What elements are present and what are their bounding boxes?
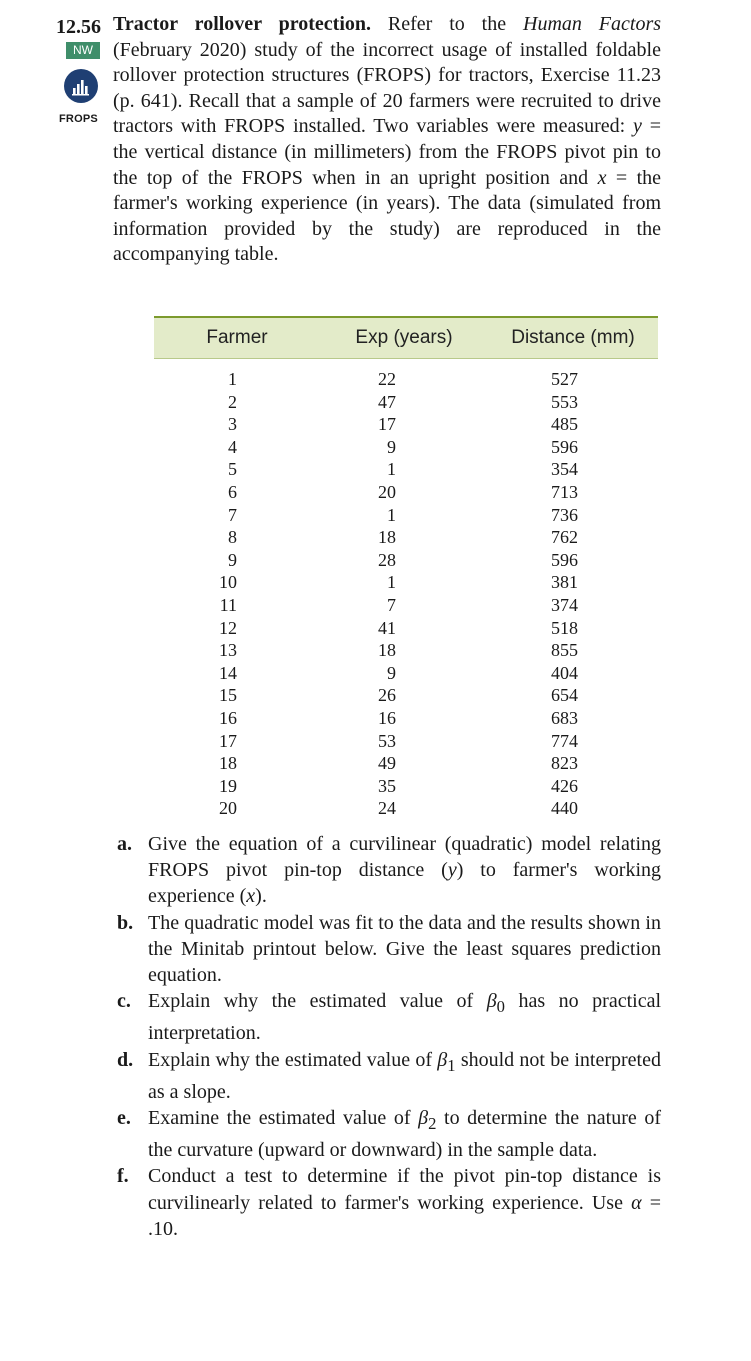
cell-experience: 1 xyxy=(387,572,396,593)
variable-y: y xyxy=(633,115,642,138)
intro-text: Refer to the xyxy=(387,13,524,35)
cell-distance: 527 xyxy=(551,369,578,389)
question-item xyxy=(113,1047,661,1105)
cell-experience: 47 xyxy=(378,391,396,412)
cell-farmer: 9 xyxy=(228,549,237,570)
table-row xyxy=(154,413,658,436)
cell-farmer: 16 xyxy=(219,707,237,728)
cell-experience: 24 xyxy=(378,798,396,819)
cell-distance: 354 xyxy=(551,459,578,480)
table-row xyxy=(154,481,658,504)
cell-farmer: 20 xyxy=(219,798,237,819)
table-row xyxy=(154,775,658,798)
question-text: 0 xyxy=(496,997,505,1017)
intro-text: = the vertical distance (in millimeters) from the FROPS pivot pin to the top of the FROPS when in an upright position and xyxy=(113,115,662,189)
question-item xyxy=(113,831,661,910)
variable-x: x xyxy=(597,166,607,189)
cell-experience: 28 xyxy=(378,549,396,570)
cell-farmer: 13 xyxy=(219,640,237,661)
cell-experience: 9 xyxy=(387,436,396,457)
table-row xyxy=(154,594,658,617)
table-row xyxy=(154,526,658,549)
cell-farmer: 15 xyxy=(219,685,237,706)
table-row xyxy=(154,571,658,594)
question-text: has no practical interpretation. xyxy=(148,990,661,1045)
cell-experience: 17 xyxy=(378,414,396,435)
cell-experience: 49 xyxy=(378,753,396,774)
cell-farmer: 12 xyxy=(219,617,237,638)
table-row xyxy=(154,752,658,775)
question-text: α xyxy=(631,1191,642,1214)
cell-experience: 18 xyxy=(378,640,396,661)
column-header-distance: Distance (mm) xyxy=(488,317,658,359)
cell-distance: 762 xyxy=(551,527,578,548)
table-row xyxy=(154,684,658,707)
cell-distance: 683 xyxy=(551,707,578,728)
cell-farmer: 11 xyxy=(219,594,237,615)
cell-distance: 553 xyxy=(551,391,578,412)
question-text: y xyxy=(447,859,457,882)
question-item xyxy=(113,1163,661,1242)
nw-badge: NW xyxy=(66,42,100,59)
table-row xyxy=(154,707,658,730)
cell-farmer: 5 xyxy=(228,459,237,480)
question-text: ). xyxy=(255,885,267,908)
journal-name: Human Factors xyxy=(523,13,662,35)
cell-distance: 485 xyxy=(551,414,578,435)
table-row xyxy=(154,617,658,640)
cell-distance: 440 xyxy=(551,798,578,819)
cell-experience: 26 xyxy=(378,685,396,706)
cell-distance: 654 xyxy=(551,685,578,706)
cell-distance: 426 xyxy=(551,775,578,796)
table-row xyxy=(154,391,658,414)
cell-farmer: 8 xyxy=(228,527,237,548)
cell-experience: 41 xyxy=(378,617,396,638)
cell-farmer: 1 xyxy=(228,369,237,389)
cell-farmer: 19 xyxy=(219,775,237,796)
intro-text: (February 2020) study of the incorrect usage of installed foldable rollover protection structures (FROPS) for tractors, Exercise 11.23 (p. 641). Recall that a sample of 20 farmers were recruited to drive tractors with FROPS installed. Two variables were measured: xyxy=(113,38,661,138)
question-text: ) to farmer's working experience ( xyxy=(148,859,661,908)
cell-farmer: 4 xyxy=(228,436,237,457)
question-text: β xyxy=(418,1107,429,1130)
cell-experience: 22 xyxy=(378,369,396,389)
question-text: 1 xyxy=(447,1055,456,1075)
bar-chart-data-icon xyxy=(64,69,98,103)
cell-experience: 35 xyxy=(378,775,396,796)
question-item xyxy=(113,988,661,1046)
table-row xyxy=(154,549,658,572)
exercise-number: 12.56 xyxy=(56,16,101,38)
table-row xyxy=(154,730,658,753)
question-text: β xyxy=(486,990,497,1013)
question-text: Give the equation of a curvilinear (quadratic) model relating FROPS pivot pin-top distance ( xyxy=(148,833,661,882)
question-text: = .10. xyxy=(148,1191,662,1240)
cell-experience: 1 xyxy=(387,459,396,480)
cell-farmer: 3 xyxy=(228,414,237,435)
cell-experience: 53 xyxy=(378,730,396,751)
cell-farmer: 2 xyxy=(228,391,237,412)
table-row xyxy=(154,504,658,527)
question-text: 2 xyxy=(428,1114,437,1134)
question-letter: d. xyxy=(117,1048,134,1071)
table-row xyxy=(154,458,658,481)
cell-experience: 16 xyxy=(378,707,396,728)
cell-distance: 855 xyxy=(551,640,578,661)
cell-experience: 18 xyxy=(378,527,396,548)
question-text: Examine the estimated value of xyxy=(148,1107,419,1130)
dataset-tag: FROPS xyxy=(59,113,98,125)
question-letter: b. xyxy=(117,911,134,934)
cell-distance: 596 xyxy=(551,549,578,570)
cell-experience: 9 xyxy=(387,662,396,683)
table-row xyxy=(154,359,658,391)
question-letter: f. xyxy=(117,1165,129,1188)
question-text: x xyxy=(246,885,256,908)
cell-distance: 713 xyxy=(551,481,578,502)
data-table xyxy=(154,316,658,820)
table-header-row xyxy=(154,317,658,359)
question-text: Explain why the estimated value of xyxy=(148,1048,438,1071)
question-letter: e. xyxy=(117,1107,131,1130)
question-item xyxy=(113,910,661,989)
cell-distance: 736 xyxy=(551,504,578,525)
exercise-title: Tractor rollover protection. xyxy=(113,13,371,35)
question-text: to determine the nature of the curvature (upward or downward) in the sample data. xyxy=(148,1107,661,1162)
cell-distance: 381 xyxy=(551,572,578,593)
table-row xyxy=(154,436,658,459)
intro-text: = the farmer's working experience (in years). The data (simulated from information provided by the study) are reproduced in the accompanying table. xyxy=(113,166,661,266)
table-row xyxy=(154,797,658,820)
question-text: The quadratic model was fit to the data and the results shown in the Minitab printout below. Give the least squares prediction equation. xyxy=(148,911,661,987)
column-header-experience: Exp (years) xyxy=(320,317,488,359)
question-item xyxy=(113,1105,661,1163)
cell-farmer: 18 xyxy=(219,753,237,774)
cell-distance: 374 xyxy=(551,594,578,615)
cell-farmer: 7 xyxy=(228,504,237,525)
cell-distance: 518 xyxy=(551,617,578,638)
question-letter: c. xyxy=(117,990,131,1013)
cell-farmer: 17 xyxy=(219,730,237,751)
column-header-farmer: Farmer xyxy=(154,317,320,359)
table-row xyxy=(154,662,658,685)
question-text: Conduct a test to determine if the pivot pin-top distance is curvilinearly related to farmer's working experience. Use xyxy=(148,1165,661,1214)
question-letter: a. xyxy=(117,833,132,855)
cell-experience: 20 xyxy=(378,481,396,502)
cell-distance: 774 xyxy=(551,730,578,751)
cell-experience: 1 xyxy=(387,504,396,525)
question-list xyxy=(113,831,661,1242)
question-text: β xyxy=(437,1048,448,1071)
cell-distance: 823 xyxy=(551,753,578,774)
question-text: should not be interpreted as a slope. xyxy=(148,1048,661,1103)
cell-distance: 596 xyxy=(551,436,578,457)
table-body xyxy=(154,359,658,820)
exercise-body xyxy=(113,12,661,268)
cell-distance: 404 xyxy=(551,662,578,683)
table-row xyxy=(154,639,658,662)
cell-farmer: 10 xyxy=(219,572,237,593)
exercise-intro xyxy=(113,12,661,268)
cell-experience: 7 xyxy=(387,594,396,615)
cell-farmer: 14 xyxy=(219,662,237,683)
cell-farmer: 6 xyxy=(228,481,237,502)
question-text: Explain why the estimated value of xyxy=(148,990,487,1013)
